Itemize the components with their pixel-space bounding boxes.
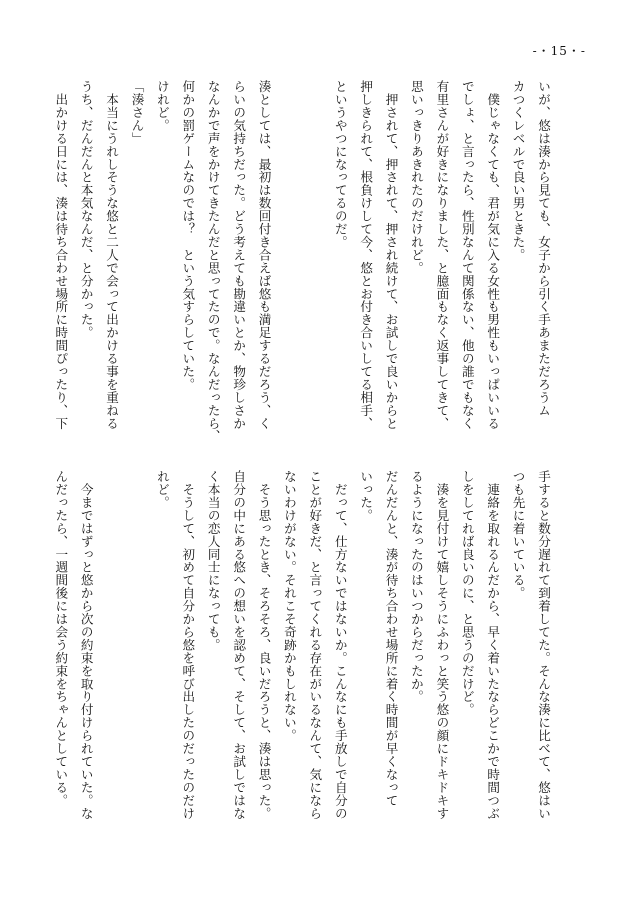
- text-line: 思いっきりあきれたのだけれど。: [408, 80, 424, 275]
- text-line: つも先に着いている。: [510, 470, 526, 600]
- text-line: けれど。: [154, 80, 170, 132]
- blank-line: [124, 470, 149, 842]
- text-line: んだったら、一週間後には会う約束をちゃんとしている。: [53, 470, 69, 807]
- text-line: 押しきられて、根負けして今、悠とお付き合いしてる相手、: [358, 80, 374, 430]
- bottom-text-block: [53, 470, 556, 842]
- text-line: らいの気持ちだった。どう考えても勘違いとか、物珍しさか: [231, 80, 247, 430]
- blank-line: [99, 470, 124, 842]
- blank-line: [277, 80, 302, 452]
- text-line: でしょ、と言ったら、性別なんて関係ない、他の誰でもなく: [459, 80, 475, 430]
- text-line: れど。: [154, 470, 170, 509]
- text-line: いが、悠は湊から見ても、女子から引く手あまただろうム: [536, 80, 551, 417]
- text-line: 湊を見付けて嬉しそうにふわっと笑う悠の顔にドキドキす: [434, 470, 450, 820]
- text-line: 本当にうれしそうな悠と二人で会って出かける事を重ねる: [104, 80, 120, 430]
- text-line: ないわけがない。それこそ奇跡かもしれない。: [281, 470, 297, 742]
- text-line: 湊としては、最初は数回付き合えば悠も満足するだろう、く: [256, 80, 272, 430]
- text-line: そう思ったとき、そろそろ、良いだろうと、湊は思った。: [256, 470, 272, 820]
- text-line: 有里さんが好きになりました、と臆面もなく返事してきて、: [434, 80, 450, 430]
- page-number: -・15・-: [532, 44, 586, 58]
- text-line: いった。: [358, 470, 374, 522]
- text-line: 手すると数分遅れて到着してた。そんな湊に比べて、悠はい: [536, 470, 551, 820]
- text-line: うち、だんだんと本気なんだ、と分かった。: [78, 80, 94, 339]
- text-line: カつくレベルで良い男ときた。: [510, 80, 526, 262]
- text-line: しをしてれば良いのに、と思うのだけど。: [459, 470, 475, 717]
- text-line: るようになったのはいつからだったか。: [408, 470, 424, 704]
- text-line: なんかで声をかけてきたんだと思ってたので。なんだったら、: [205, 80, 221, 443]
- text-line: く本当の恋人同士になっても。: [205, 470, 221, 652]
- dialogue-line: 「湊さん」: [129, 80, 145, 145]
- text-line: だんだんと、湊が待ち合わせ場所に着く時間が早くなって: [383, 470, 399, 807]
- text-line: 出かける日には、湊は待ち合わせ場所に時間ぴったり、下: [53, 80, 69, 430]
- blank-line: [302, 80, 327, 452]
- text-line: だって、仕方ないではないか。こんなにも手放しで自分の: [332, 470, 348, 820]
- text-line: 僕じゃなくても、君が気に入る女性も男性もいっぱいいる: [485, 80, 501, 430]
- text-line: というやつになってるのだ。: [332, 80, 348, 249]
- text-line: 押されて、押されて、押され続けて、お試しで良いからと: [383, 80, 399, 430]
- text-line: そうして、初めて自分から悠を呼び出したのだったのだけ: [180, 470, 196, 820]
- top-text-block: [53, 80, 556, 452]
- text-line: 自分の中にある悠への想いを認めて、そして、お試しではな: [231, 470, 247, 820]
- text-line: 今まではずっと悠から次の約束を取り付けられていた。な: [78, 470, 94, 820]
- text-line: 連絡を取れるんだから、早く着いたならどこかで時間つぶ: [485, 470, 501, 820]
- text-line: 何かの罰ゲームなのでは？ という気すらしていた。: [180, 80, 196, 391]
- text-line: ことが好きだ、と言ってくれる存在がいるなんて、気になら: [307, 470, 323, 820]
